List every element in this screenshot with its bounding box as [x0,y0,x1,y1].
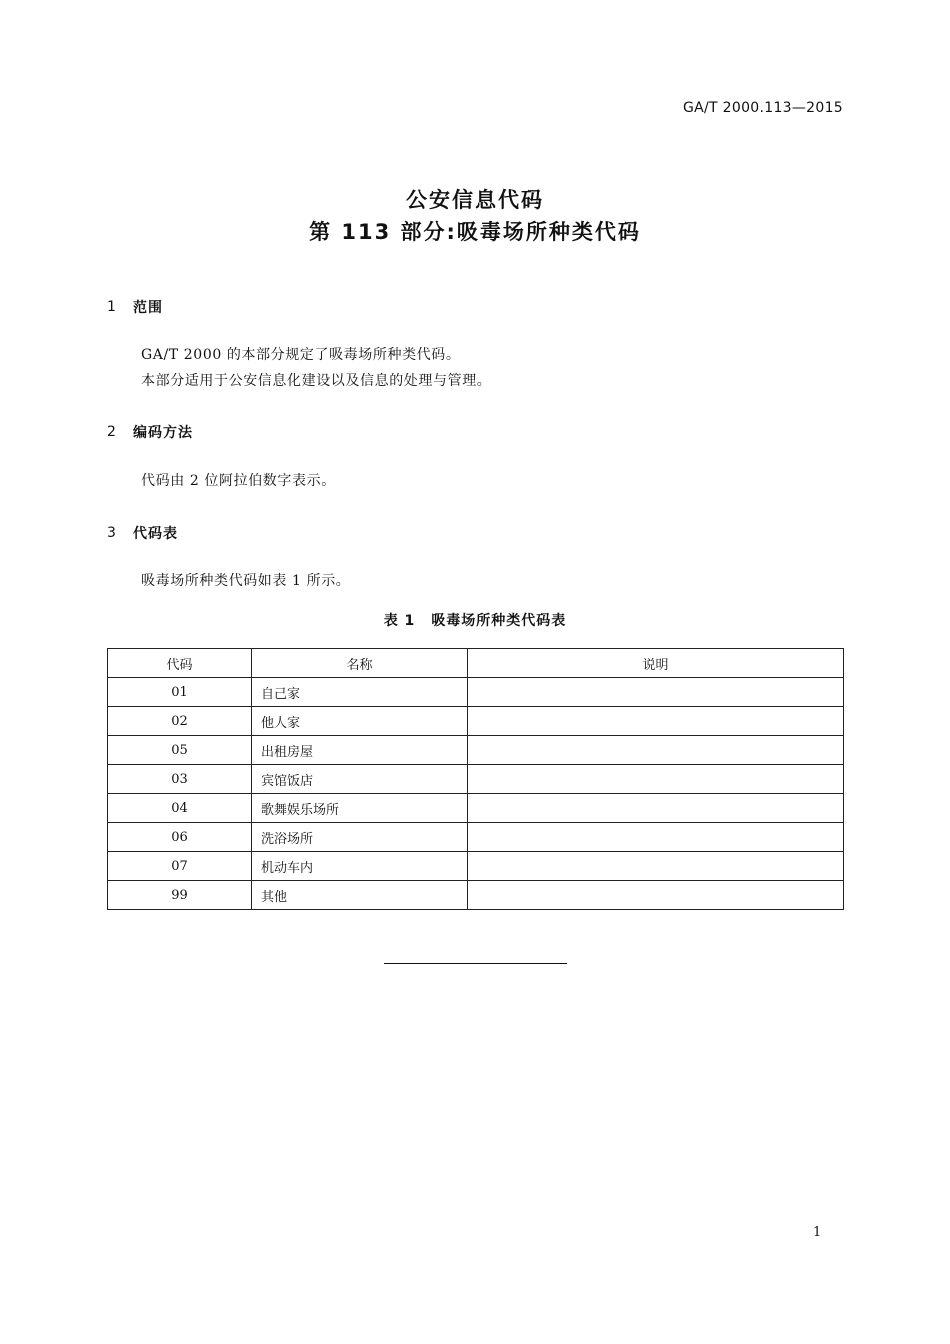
section-heading-scope [107,297,163,317]
table-caption [0,610,950,630]
page-number: 1 [813,1225,822,1240]
table-row [108,765,844,794]
code-cell: 04 [108,794,252,823]
paragraph: 吸毒场所种类代码如表 1 所示。 [141,573,351,589]
section-heading-code-table [107,523,178,543]
code-cell: 03 [108,765,252,794]
code-cell: 06 [108,823,252,852]
name-cell: 自己家 [252,678,468,707]
section-title: 编码方法 [133,425,193,441]
header-code: 代码 [108,649,252,678]
code-cell: 05 [108,736,252,765]
document-subtitle: 第 113 部分:吸毒场所种类代码 [309,220,641,244]
table-caption-label: 表 1 [383,613,416,629]
section-heading-coding-method [107,422,193,442]
header-name: 名称 [252,649,468,678]
header-note: 说明 [468,649,844,678]
section-number: 3 [107,525,116,541]
note-cell [468,765,844,794]
note-cell [468,707,844,736]
table-row [108,794,844,823]
table-row [108,823,844,852]
name-cell: 歌舞娱乐场所 [252,794,468,823]
note-cell [468,881,844,910]
name-cell: 他人家 [252,707,468,736]
note-cell [468,678,844,707]
name-cell: 出租房屋 [252,736,468,765]
table-caption-title: 吸毒场所种类代码表 [431,613,567,629]
note-cell [468,852,844,881]
section-number: 1 [107,299,116,315]
section-title: 代码表 [133,526,178,542]
section-number: 2 [107,424,116,440]
name-cell: 洗浴场所 [252,823,468,852]
note-cell [468,794,844,823]
table-row [108,678,844,707]
section-title: 范围 [133,300,163,316]
table-row [108,881,844,910]
code-cell: 99 [108,881,252,910]
note-cell [468,736,844,765]
code-cell: 07 [108,852,252,881]
name-cell: 其他 [252,881,468,910]
standard-code: GA/T 2000.113—2015 [683,100,843,116]
table-row [108,707,844,736]
code-cell: 02 [108,707,252,736]
code-cell: 01 [108,678,252,707]
note-cell [468,823,844,852]
table-row [108,852,844,881]
paragraph: 本部分适用于公安信息化建设以及信息的处理与管理。 [141,373,492,389]
name-cell: 宾馆饭店 [252,765,468,794]
name-cell: 机动车内 [252,852,468,881]
table-row [108,736,844,765]
paragraph: GA/T 2000 的本部分规定了吸毒场所种类代码。 [141,347,461,363]
end-of-document-rule [384,963,567,964]
paragraph: 代码由 2 位阿拉伯数字表示。 [141,473,336,489]
table-header-row [108,649,844,678]
code-table [107,648,844,910]
document-title: 公安信息代码 [406,188,544,212]
